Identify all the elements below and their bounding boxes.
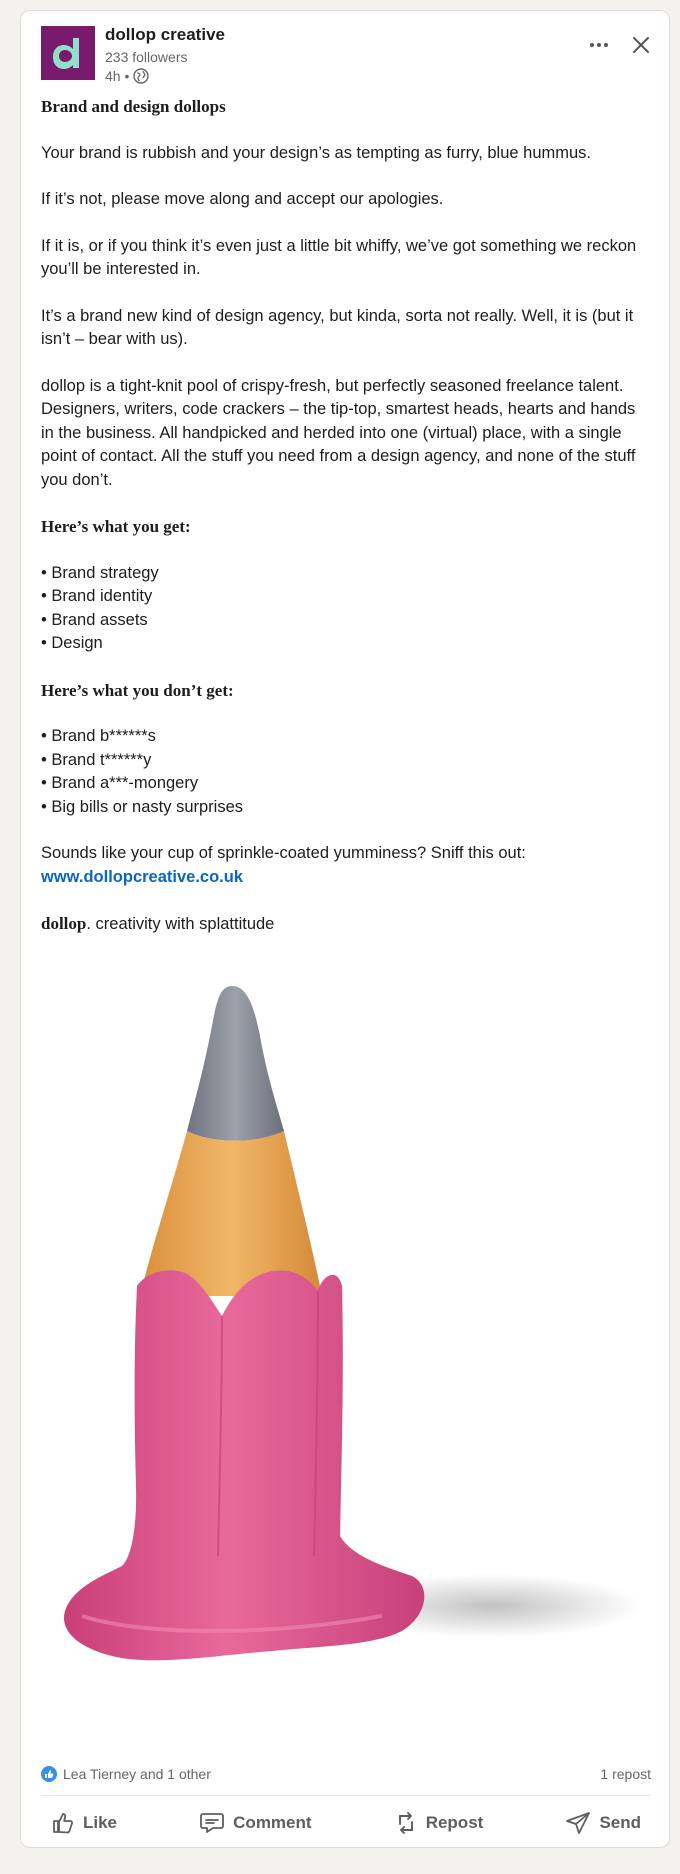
repost-label: Repost <box>425 1813 484 1832</box>
like-reaction-icon <box>41 1766 57 1782</box>
social-counts <box>41 1766 651 1782</box>
post-heading: Brand and design dollops <box>41 97 226 116</box>
action-bar <box>41 1801 651 1845</box>
dont-get-list <box>41 725 651 819</box>
divider <box>41 1795 651 1796</box>
post-paragraph: If it is, or if you think it’s even just a little bit whiffy, we’ve got something we reckon you’ll be interested in. <box>41 236 637 278</box>
post-meta <box>105 68 149 84</box>
ellipsis-icon <box>589 42 609 48</box>
website-link[interactable]: www.dollopcreative.co.uk <box>41 867 244 886</box>
globe-icon <box>133 68 149 84</box>
list-item: • Big bills or nasty surprises <box>41 797 244 816</box>
close-button[interactable] <box>623 27 659 63</box>
comment-button[interactable] <box>189 1805 321 1841</box>
post-image[interactable] <box>22 966 670 1736</box>
get-list <box>41 562 651 656</box>
cta-paragraph <box>41 842 651 889</box>
list-item: • Brand a***-mongery <box>41 774 199 792</box>
signoff <box>41 912 651 937</box>
post-paragraph: dollop is a tight-knit pool of crispy-fresh, but perfectly seasoned freelance talent. Designers, writers, code crackers – the tip-top, smartest heads, hearts and hands in the business. All handpicked and herded into one (virtual) place, with a single point of contact. All the stuff you need from a design agency, and none of the stuff you don’t. <box>41 376 636 489</box>
reactions-summary[interactable] <box>41 1766 211 1782</box>
reposts-count[interactable]: 1 repost <box>600 1766 651 1782</box>
post-paragraph: It’s a brand new kind of design agency, but kinda, sorta not really. Well, it is (but it isn’t – bear with us). <box>41 306 634 348</box>
list-item: • Brand assets <box>41 610 148 629</box>
send-label: Send <box>599 1813 641 1832</box>
clay-pencil-image <box>22 966 670 1736</box>
signoff-brand: dollop <box>41 914 87 933</box>
get-heading: Here’s what you get: <box>41 517 191 536</box>
post-body <box>41 95 651 960</box>
post-paragraph: Your brand is rubbish and your design’s as tempting as furry, blue hummus. <box>41 143 591 162</box>
comment-label: Comment <box>233 1813 312 1832</box>
post-paragraph: If it’s not, please move along and accept our apologies. <box>41 190 444 208</box>
reactions-text: Lea Tierney and 1 other <box>63 1766 211 1782</box>
list-item: • Design <box>41 634 103 652</box>
followers-count: 233 followers <box>105 49 188 65</box>
repost-button[interactable] <box>384 1805 494 1841</box>
close-icon <box>632 36 650 54</box>
send-icon <box>565 1811 591 1835</box>
list-item: • Brand t******y <box>41 750 152 769</box>
thumbs-up-icon <box>51 1811 75 1835</box>
company-logo[interactable] <box>41 26 95 80</box>
cta-text: Sounds like your cup of sprinkle-coated yumminess? Sniff this out: <box>41 844 526 862</box>
dont-get-heading: Here’s what you don’t get: <box>41 680 234 700</box>
more-options-button[interactable] <box>581 27 617 63</box>
list-item: • Brand b******s <box>41 727 156 745</box>
like-label: Like <box>83 1813 118 1832</box>
list-item: • Brand strategy <box>41 563 159 582</box>
company-name[interactable]: dollop creative <box>105 25 225 44</box>
comment-icon <box>199 1811 225 1835</box>
signoff-tagline: . creativity with splattitude <box>86 915 275 933</box>
send-button[interactable] <box>555 1805 651 1841</box>
repost-icon <box>394 1811 418 1835</box>
like-button[interactable] <box>41 1805 127 1841</box>
list-item: • Brand identity <box>41 587 153 605</box>
post-time: 4h • <box>105 68 130 84</box>
post-card <box>20 10 670 1848</box>
dollop-logo-icon <box>41 26 95 80</box>
